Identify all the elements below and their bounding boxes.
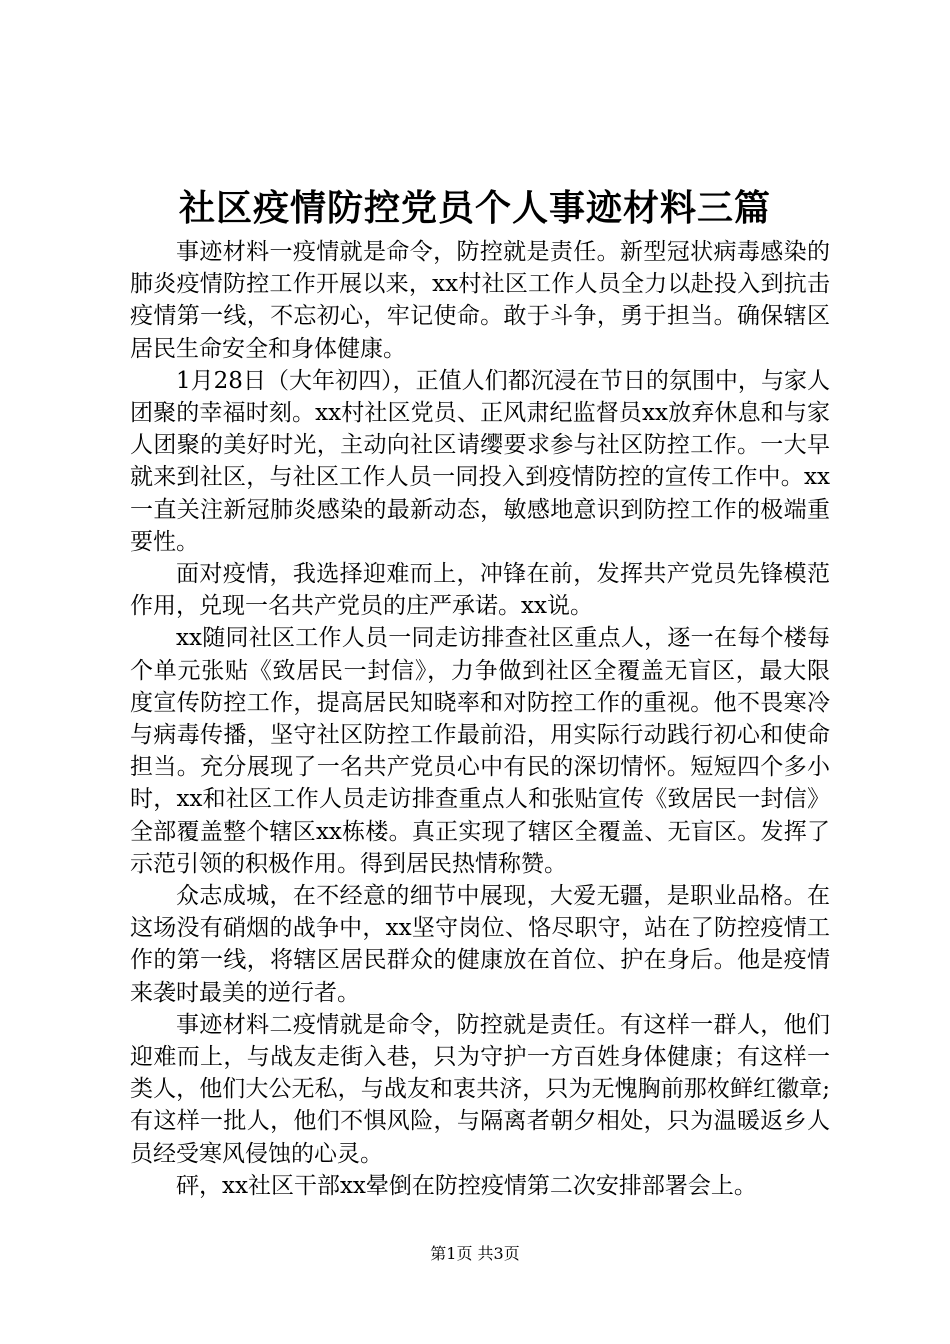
document-body <box>130 236 830 1202</box>
page-number-footer: 第1页 共3页 <box>430 1244 520 1263</box>
document-title: 社区疫情防控党员个人事迹材料三篇 <box>178 187 771 229</box>
paragraph: 事迹材料二疫情就是命令，防控就是责任。有这样一群人，他们迎难而上，与战友走街入巷，只为守护一方百姓身体健康；有这样一类人，他们大公无私，与战友和衷共济，只为无愧胸前那枚鲜红徽章;有这样一批人，他们不惧风险，与隔离者朝夕相处，只为温暖返乡人员经受寒风侵蚀的心灵。 <box>130 1011 830 1167</box>
paragraph: xx随同社区工作人员一同走访排查社区重点人，逐一在每个楼每个单元张贴《致居民一封信》，力争做到社区全覆盖无盲区，最大限度宣传防控工作，提高居民知晓率和对防控工作的重视。他不畏寒冷与病毒传播，坚守社区防控工作最前沿，用实际行动践行初心和使命担当。充分展现了一名共产党员心中有民的深切情怀。短短四个多小时，xx和社区工作人员走访排查重点人和张贴宣传《致居民一封信》全部覆盖整个辖区xx栋楼。真正实现了辖区全覆盖、无盲区。发挥了示范引领的积极作用。得到居民热情称赞。 <box>130 625 830 877</box>
paragraph: 砰，xx社区干部xx晕倒在防控疫情第二次安排部署会上。 <box>176 1172 757 1199</box>
paragraph: 1月28日（大年初四），正值人们都沉浸在节日的氛围中，与家人团聚的幸福时刻。xx村社区党员、正风肃纪监督员xx放弃休息和与家人团聚的美好时光，主动向社区请缨要求参与社区防控工作。一大早就来到社区，与社区工作人员一同投入到疫情防控的宣传工作中。xx一直关注新冠肺炎感染的最新动态，敏感地意识到防控工作的极端重要性。 <box>130 367 830 555</box>
paragraph: 众志成城，在不经意的细节中展现，大爱无疆，是职业品格。在这场没有硝烟的战争中，xx坚守岗位、恪尽职守，站在了防控疫情工作的第一线，将辖区居民群众的健康放在首位、护在身后。他是疫情来袭时最美的逆行者。 <box>130 883 830 1006</box>
paragraph: 事迹材料一疫情就是命令，防控就是责任。新型冠状病毒感染的肺炎疫情防控工作开展以来，xx村社区工作人员全力以赴投入到抗击疫情第一线，不忘初心，牢记使命。敢于斗争，勇于担当。确保辖区居民生命安全和身体健康。 <box>130 239 830 362</box>
paragraph: 面对疫情，我选择迎难而上，冲锋在前，发挥共产党员先锋模范作用，兑现一名共产党员的庄严承诺。xx说。 <box>130 561 830 620</box>
